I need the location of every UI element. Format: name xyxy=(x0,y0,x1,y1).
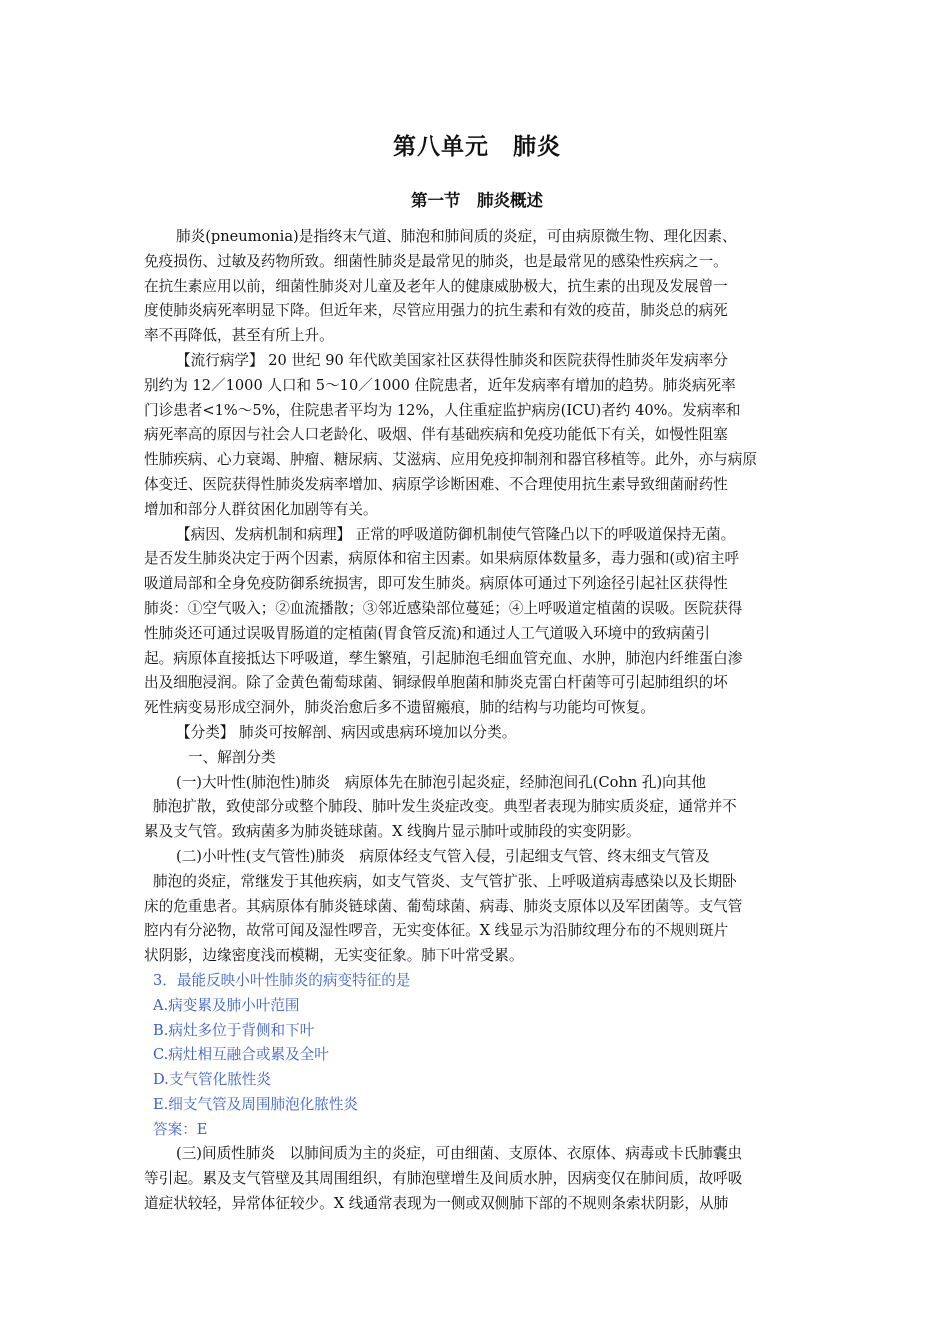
section-title: 第一节 肺炎概述 xyxy=(411,191,543,210)
text-line: 性肺炎还可通过误吸胃肠道的定植菌(胃食管反流)和通过人工气道吸入环境中的致病菌引 xyxy=(144,624,710,642)
text-line: 肺炎：①空气吸入；②血流播散；③邻近感染部位蔓延；④上呼吸道定植菌的误吸。医院获得 xyxy=(144,599,743,617)
question-stem: 3．最能反映小叶性肺炎的病变特征的是 xyxy=(153,971,411,989)
document-body xyxy=(144,225,810,1217)
text-line: 累及支气管。致病菌多为肺炎链球菌。X 线胸片显示肺叶或肺段的实变阴影。 xyxy=(144,823,641,841)
text-line: 肺泡的炎症，常继发于其他疾病，如支气管炎、支气管扩张、上呼吸道病毒感染以及长期卧 xyxy=(153,872,737,890)
text-line: 免疫损伤、过敏及药物所致。细菌性肺炎是最常见的肺炎，也是最常见的感染性疾病之一。 xyxy=(144,252,728,270)
text-line: 增加和部分人群贫困化加剧等有关。 xyxy=(144,500,378,518)
text-line: 【病因、发病机制和病理】 正常的呼吸道防御机制使气管隆凸以下的呼吸道保持无菌。 xyxy=(176,525,736,543)
text-line: 【分类】 肺炎可按解剖、病因或患病环境加以分类。 xyxy=(176,723,517,741)
text-line: 吸道局部和全身免疫防御系统损害，即可发生肺炎。病原体可通过下列途径引起社区获得性 xyxy=(144,575,728,593)
text-line: 出及细胞浸润。除了金黄色葡萄球菌、铜绿假单胞菌和肺炎克雷白杆菌等可引起肺组织的坏 xyxy=(144,674,728,692)
text-line: 度使肺炎病死率明显下降。但近年来，尽管应用强力的抗生素和有效的疫苗，肺炎总的病死 xyxy=(144,302,728,320)
text-line: 死性病变易形成空洞外，肺炎治愈后多不遗留瘢痕，肺的结构与功能均可恢复。 xyxy=(144,699,655,717)
text-line: 率不再降低，甚至有所上升。 xyxy=(144,327,334,345)
text-line: 床的危重患者。其病原体有肺炎链球菌、葡萄球菌、病毒、肺炎支原体以及军团菌等。支气管 xyxy=(144,897,743,915)
page-title: 第八单元 肺炎 xyxy=(393,134,561,160)
text-line: 肺泡扩散，致使部分或整个肺段、肺叶发生炎症改变。典型者表现为肺实质炎症，通常并不 xyxy=(153,798,737,816)
question-option: E.细支气管及周围肺泡化脓性炎 xyxy=(153,1095,359,1113)
text-line: 等引起。累及支气管壁及其周围组织，有肺泡壁增生及间质水肿，因病变仅在肺间质，故呼吸 xyxy=(144,1170,743,1188)
text-line: 别约为 12／1000 人口和 5～10／1000 住院患者，近年发病率有增加的趋势。肺炎病死率 xyxy=(144,376,736,394)
text-line: 门诊患者<1%～5%，住院患者平均为 12%，人住重症监护病房(ICU)者约 40%。发病率和 xyxy=(144,401,741,419)
text-line: 道症状较轻，异常体征较少。X 线通常表现为一侧或双侧肺下部的不规则条索状阴影，从肺 xyxy=(144,1195,729,1213)
text-line: 一、解剖分类 xyxy=(188,748,276,766)
question-option: B.病灶多位于背侧和下叶 xyxy=(153,1021,315,1039)
text-line: (二)小叶性(支气管性)肺炎 病原体经支气管入侵，引起细支气管、终末细支气管及 xyxy=(176,847,710,865)
text-line: 是否发生肺炎决定于两个因素，病原体和宿主因素。如果病原体数量多，毒力强和(或)宿主呼 xyxy=(144,550,740,568)
question-answer: 答案：E xyxy=(153,1120,208,1138)
text-line: 起。病原体直接抵达下呼吸道，孳生繁殖，引起肺泡毛细血管充血、水肿，肺泡内纤维蛋白渗 xyxy=(144,649,743,667)
text-line: 腔内有分泌物，故常可闻及湿性啰音，无实变体征。X 线显示为沿肺纹理分布的不规则斑片 xyxy=(144,922,729,940)
document-page xyxy=(144,128,810,1217)
text-line: 病死率高的原因与社会人口老龄化、吸烟、伴有基础疾病和免疫功能低下有关，如慢性阻塞 xyxy=(144,426,728,444)
text-line: 在抗生素应用以前，细菌性肺炎对儿童及老年人的健康威胁极大，抗生素的出现及发展曾一 xyxy=(144,277,728,295)
text-line: (一)大叶性(肺泡性)肺炎 病原体先在肺泡引起炎症，经肺泡间孔(Cohn 孔)向其他 xyxy=(176,773,706,791)
question-option: A.病变累及肺小叶范围 xyxy=(153,996,300,1014)
question-option: D.支气管化脓性炎 xyxy=(153,1071,271,1089)
text-line: 状阴影，边缘密度浅而模糊，无实变征象。肺下叶常受累。 xyxy=(144,947,524,965)
text-line: 性肺疾病、心力衰竭、肿瘤、糖尿病、艾滋病、应用免疫抑制剂和器官移植等。此外，亦与病原 xyxy=(144,451,757,469)
question-option: C.病灶相互融合或累及全叶 xyxy=(153,1046,329,1064)
text-line: 体变迁、医院获得性肺炎发病率增加、病原学诊断困难、不合理使用抗生素导致细菌耐药性 xyxy=(144,475,728,493)
text-line: 肺炎(pneumonia)是指终末气道、肺泡和肺间质的炎症，可由病原微生物、理化因素、 xyxy=(176,228,737,245)
text-line: 【流行病学】 20 世纪 90 年代欧美国家社区获得性肺炎和医院获得性肺炎年发病率分 xyxy=(176,351,728,369)
text-line: (三)间质性肺炎 以肺间质为主的炎症，可由细菌、支原体、衣原体、病毒或卡氏肺囊虫 xyxy=(176,1145,742,1163)
